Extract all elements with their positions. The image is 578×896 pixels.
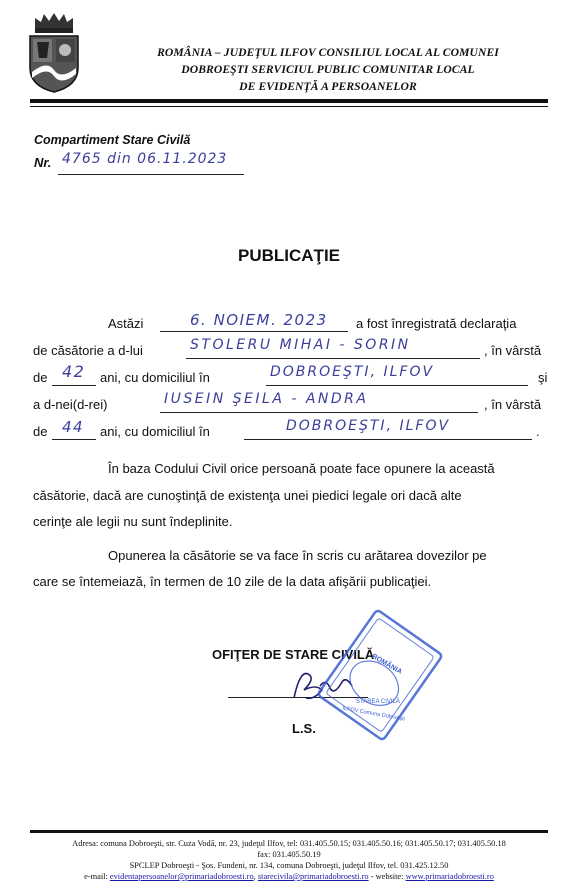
header-rule-thick xyxy=(30,99,548,103)
marriage-text: de căsătorie a d-lui xyxy=(33,343,143,358)
paragraph-1-line-1: În baza Codului Civil orice persoană poate face opunere la această xyxy=(108,461,495,476)
footer-website-label: - website: xyxy=(370,872,404,881)
bride-label: a d-nei(d-rei) xyxy=(33,397,108,412)
domicile-text-2: ani, cu domiciliul în xyxy=(100,424,210,439)
paragraph-2-line-1: Opunerea la căsătorie se va face în scris cu arătarea dovezilor pe xyxy=(108,548,487,563)
number-label: Nr. xyxy=(34,155,52,170)
paragraph-2-line-2: care se întemeiază, în termen de 10 zile de la data afişării publicaţiei. xyxy=(33,574,432,589)
groom-address-handwritten: DOBROEŞTI, ILFOV xyxy=(270,364,435,380)
paragraph-1-line-3: cerinţe ale legii nu sunt îndeplinite. xyxy=(33,514,233,529)
paragraph-1-line-2: căsătorie, dacă are cunoştinţă de existenţa unei piedici legale ori dacă alte xyxy=(33,488,462,503)
de-label-2: de xyxy=(33,424,48,439)
bride-address-handwritten: DOBROEŞTI, ILFOV xyxy=(286,418,451,434)
website-link[interactable]: www.primariadobroesti.ro xyxy=(405,872,494,881)
official-stamp xyxy=(316,605,444,745)
domicile-text-1: ani, cu domiciliul în xyxy=(100,370,210,385)
date-handwritten: 6. NOIEM. 2023 xyxy=(190,311,328,329)
footer-spclep: SPCLEP Dobroeşti - Şos. Fundeni, nr. 134, comuna Dobroeşti, judeţul Ilfov, tel. 031.425.12.50 xyxy=(129,861,449,870)
astazi-label: Astăzi xyxy=(108,316,144,331)
document-title: PUBLICAŢIE xyxy=(238,246,340,265)
de-label-1: de xyxy=(33,370,48,385)
number-handwritten: 4765 din 06.11.2023 xyxy=(62,151,228,167)
header-line-1: ROMÂNIA – JUDEŢUL ILFOV CONSILIUL LOCAL AL COMUNEI xyxy=(157,46,499,59)
stamp-text-stare-civila: STAREA CIVILĂ xyxy=(356,699,400,705)
footer-fax: fax: 031.405.50.19 xyxy=(257,850,321,859)
header-rule-thin xyxy=(30,106,548,107)
stamp-text-romania: ROMÂNIA xyxy=(370,653,403,676)
coat-of-arms-logo xyxy=(27,12,81,94)
footer-rule xyxy=(30,830,548,833)
email-link-starecivila[interactable]: starecivila@primariadobroesti.ro xyxy=(257,872,369,881)
declaration-text: a fost înregistrată declaraţia xyxy=(356,316,517,331)
groom-name-handwritten: STOLERU MIHAI - SORIN xyxy=(190,337,411,353)
groom-age-handwritten: 42 xyxy=(62,362,86,381)
period-text: . xyxy=(536,424,540,439)
bride-age-handwritten: 44 xyxy=(62,418,85,436)
footer-email-label: e-mail: xyxy=(84,872,108,881)
stamp-text-locality: ILFOV Comuna Dobroeşti xyxy=(341,705,406,723)
ls-label: L.S. xyxy=(292,721,316,736)
compartment-label: Compartiment Stare Civilă xyxy=(34,133,191,147)
bride-name-handwritten: IUSEIN ŞEILA - ANDRA xyxy=(164,391,369,407)
header-line-3: DE EVIDENŢĂ A PERSOANELOR xyxy=(239,80,417,93)
footer-separator: , xyxy=(253,872,256,881)
header-line-2: DOBROEŞTI SERVICIUL PUBLIC COMUNITAR LOCAL xyxy=(181,63,475,76)
footer-contact xyxy=(19,871,559,882)
officer-title: OFIŢER DE STARE CIVILĂ xyxy=(212,647,375,662)
in-varsta-2: , în vârstă xyxy=(484,397,542,412)
footer-address: Adresa: comuna Dobroeşti, str. Cuza Vodă, nr. 23, judeţul Ilfov, tel: 031.405.50.15; 031.405.50.16; 031.405.50.17; 031.405.50.18 xyxy=(72,839,506,848)
si-text: şi xyxy=(538,370,548,385)
email-link-evidenta[interactable]: evidentapersoanelor@primariadobroesti.ro xyxy=(109,872,254,881)
in-varsta-1: , în vârstă xyxy=(484,343,542,358)
